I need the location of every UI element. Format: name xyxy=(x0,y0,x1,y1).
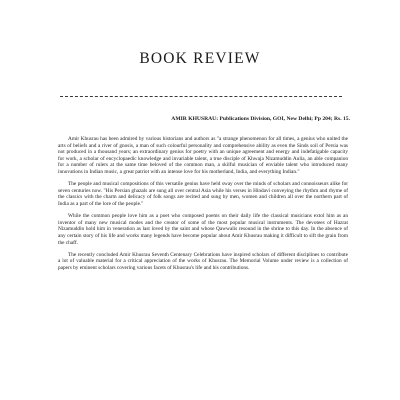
review-paragraph-1: Amir Khusrau has been admired by various historians and authors as "a strange phenomenon for all times, a genius who united the arts of beliefs and a river of gnosis, a man of such colourful personality and comprehensive ability as even the Sinds soil of Persia was not produced in a thousand years; an extraordinary genius for poetry with an unique agreement and energy and indefatigable capacity for work, a scholar of encyclopaedic knowledge and invariable talent, a true disciple of Khwaja Nizamuddin Aulia, an able companion for a number of rulers at the same time beloved of the common man, a skilful musician of enviable talent who introduced many innovations in Indian music, a great patriot with an intense love for his motherland, India, and everything Indian." xyxy=(58,136,348,175)
book-citation: AMIR KHUSRAU: Publications Division, GOI, New Delhi; Pp 204; Rs. 15. xyxy=(171,116,350,122)
page-title: BOOK REVIEW xyxy=(139,50,261,67)
review-body xyxy=(58,136,348,277)
review-paragraph-2: The people and musical compositions of this versatile genius have held sway over the minds of scholars and connoisseurs alike for seven centuries now. "His Persian ghazals are sung all over central Asia while his verses in Hindavi conveying the rhythm and rhyme of the classics with the charm and delicacy of folk songs are recited and sung by men, women and children all over the northern part of India as a part of the lore of the people." xyxy=(58,181,348,207)
review-paragraph-4: The recently concluded Amir Khusrau Seventh Centenary Celebrations have inspired scholars of different disciplines to contribute a lot of valuable material for a critical appreciation of the works of Khusrau. The Memorial Volume under review is a collection of papers by eminent scholars covering various facets of Khusrau's life and his contributions. xyxy=(58,251,348,271)
review-paragraph-3: While the common people love him as a poet who composed poems on their daily life the classical musicians extol him as an inventor of many new musical modes and the creator of some of the most popular musical instruments. The devotees of Hazrat Nizamuddin hold him in veneration as last loved by the saint and whose Qawwalis resound in the shrine to this day. In the absence of any certain story of his life and works many legends have become popular about Amir Khusrau making it difficult to sift the grain from the chaff. xyxy=(58,213,348,246)
title-divider xyxy=(60,96,342,97)
